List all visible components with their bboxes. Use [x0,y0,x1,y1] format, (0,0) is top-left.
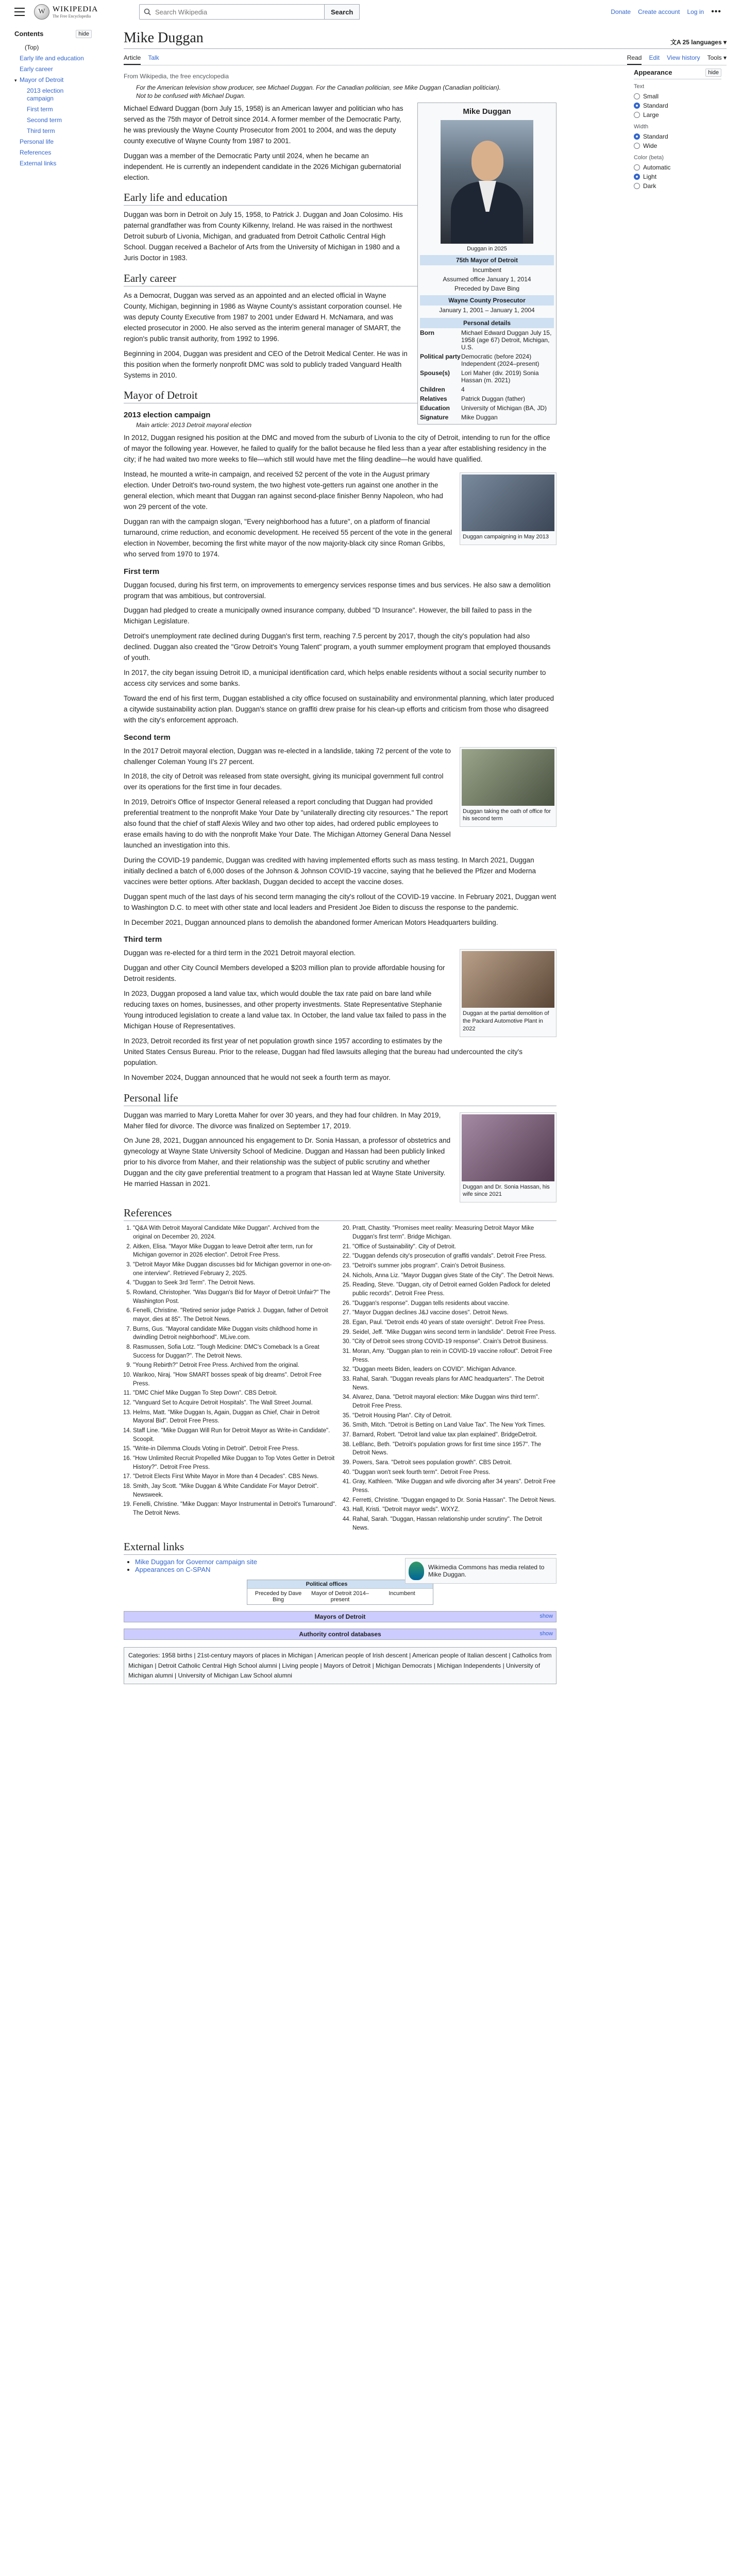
tools-menu[interactable]: Tools ▾ [707,54,727,61]
toc-item-label[interactable]: Early career [20,65,53,73]
reference-item[interactable]: 21. "Office of Sustainability". City of Detroit. [352,1243,556,1251]
reference-item[interactable]: 11. "DMC Chief Mike Duggan To Step Down". CBS Detroit. [133,1389,337,1398]
infobox-value: Patrick Duggan (father) [461,395,526,402]
reference-item[interactable]: 33. Rahal, Sarah. "Duggan reveals plans for AMC headquarters". The Detroit News. [352,1375,556,1392]
figure [460,1112,556,1203]
appearance-title: Appearance [634,69,672,76]
reference-item[interactable]: 36. Smith, Mitch. "Detroit is Betting on Land Value Tax". The New York Times. [352,1421,556,1430]
option-label: Dark [643,182,656,190]
paragraph: Duggan focused, during his first term, on improvements to emergency services response times and bus services. He also saw a demolition program that was ambitious, but controversial. [124,581,551,600]
reference-item[interactable]: 23. "Detroit's summer jobs program". Crain's Detroit Business. [352,1262,556,1270]
infobox-key: Signature [420,414,449,421]
infobox-key: Born [420,329,434,336]
logo-tagline: The Free Encyclopedia [53,13,91,19]
paragraph: Duggan was born in Detroit on July 15, 1958, to Patrick J. Duggan and Joan Colosimo. His paternal grandfather was from County Kilkenny, Ireland. He was raised in the northwest Detroit suburb of Livonia, Michigan, and graduated from Detroit Catholic Central High School. Duggan received a Bachelor of Arts from the University of Michigan in 1980 and a Juris Doctor in 1983. [124,211,403,262]
reference-item[interactable]: 20. Pratt, Chastity. "Promises meet reality: Measuring Detroit Mayor Mike Duggan's first term". Bridge Michigan. [352,1224,556,1241]
tab-article[interactable]: Article [124,52,141,65]
site-sub: From Wikipedia, the free encyclopedia [124,73,229,80]
reference-item[interactable]: 16. "How Unlimited Recruit Propelled Mike Duggan to Top Votes Getter in Detroit History?". Detroit Free Press. [133,1454,337,1471]
reference-item[interactable]: 26. "Duggan's response". Duggan tells residents about vaccine. [352,1299,556,1308]
section-heading: References [124,1207,556,1221]
reference-item[interactable]: 43. Hall, Kristi. "Detroit mayor weds". WXYZ. [352,1505,556,1514]
text-large-option[interactable] [634,110,721,120]
toc-item-label[interactable]: Mayor of Detroit [20,76,64,83]
oath-photo[interactable] [462,749,554,806]
toc-item[interactable] [14,86,92,104]
personal-details-header: Personal details [420,318,554,328]
infobox-value: Michael Edward Duggan July 15, 1958 (age 67) Detroit, Michigan, U.S. [461,329,552,351]
infobox-key: Children [420,386,445,393]
reference-item[interactable]: 22. "Duggan defends city's prosecution of graffiti vandals". Detroit Free Press. [352,1252,556,1261]
paragraph: In 2018, the city of Detroit was released from state oversight, giving its municipal government full control over its operations for the first time in four decades. [124,772,444,791]
width-standard-option[interactable] [634,132,721,141]
appearance-panel [634,69,721,1684]
log-in-link[interactable]: Log in [687,8,704,15]
infobox-row [420,328,554,352]
reference-item[interactable]: 35. "Detroit Housing Plan". City of Detroit. [352,1412,556,1420]
toc-item-label[interactable]: References [20,149,52,156]
reference-item[interactable]: 27. "Mayor Duggan declines J&J vaccine doses". Detroit News. [352,1309,556,1317]
figure [460,747,556,827]
reference-item[interactable]: 15. "Write-in Dilemma Clouds Voting in Detroit". Detroit Free Press. [133,1445,337,1453]
figure-caption: Duggan at the partial demolition of the Packard Automotive Plant in 2022 [463,1010,549,1032]
paragraph: Duggan had pledged to create a municipally owned insurance company, dubbed "D Insurance". However, the bill failed to pass in the Michigan Legislature. [124,606,532,625]
toc-item-label[interactable]: External links [20,160,57,167]
infobox [417,103,556,425]
logo-wordmark: WIKIPEDIA [53,5,98,13]
option-label: Wide [643,142,657,149]
toc-item[interactable] [14,42,92,53]
more-options-icon[interactable]: ••• [711,7,721,16]
color-label: Color (beta) [634,155,664,161]
search-input[interactable] [154,8,311,16]
radio-button[interactable] [634,93,640,99]
main-menu-icon[interactable] [14,8,25,16]
width-label: Width [634,124,649,130]
reference-item[interactable]: 2. Aitken, Elisa. "Mayor Mike Duggan to leave Detroit after term, run for Michigan governor in 2026 election". Detroit Free Press. [133,1243,337,1260]
option-label: Light [643,173,657,180]
commons-logo-icon [409,1562,424,1580]
reference-item[interactable]: 24. Nichols, Anna Liz. "Mayor Duggan gives State of the City". The Detroit News. [352,1272,556,1280]
infobox-row [420,394,554,403]
paragraph: In 2023, Detroit recorded its first year of net population growth since 1957 according to estimates by the United States Census Bureau. Prior to the release, Duggan had filed lawsuits alleging that the bureau had undercounted the city's population. [124,1037,523,1066]
paragraph: Instead, he mounted a write-in campaign, and received 52 percent of the vote in the August primary election. Under Detroit's two-round system, the two highest vote-getters run against one another in the general election, which meant that Duggan ran against second-place finisher Benny Napoleon, who had won 29 percent of the vote. [124,470,443,511]
portrait-image[interactable] [441,120,533,244]
subsection-heading: First term [124,567,160,576]
succession-header: Political offices [247,1580,433,1588]
reference-item[interactable]: 6. Fenelli, Christine. "Retired senior judge Patrick J. Duggan, father of Detroit mayor, dies at 85". The Detroit News. [133,1307,337,1324]
toc-item-label[interactable]: (Top) [25,44,39,51]
infobox-value: 4 [461,386,465,393]
radio-button[interactable] [634,164,640,171]
infobox-row [420,352,554,368]
article-body [124,69,556,1684]
infobox-row [420,403,554,413]
user-links [611,7,721,16]
appearance-hide-button[interactable]: hide [705,69,721,77]
infobox-key: Education [420,404,450,412]
reference-item[interactable]: 30. "City of Detroit sees strong COVID-19 response". Crain's Detroit Business. [352,1337,556,1346]
page-content [124,30,727,1684]
reference-item[interactable]: 7. Burns, Gus. "Mayoral candidate Mike Duggan visits childhood home in dwindling Detroit neighborhood". MLive.com. [133,1325,337,1342]
campaign-photo[interactable] [462,474,554,531]
toc-item[interactable] [14,64,92,75]
section-heading: Early career [124,272,556,286]
reference-item[interactable]: 29. Seidel, Jeff. "Mike Duggan wins second term in landslide". Detroit Free Press. [352,1328,556,1337]
couple-photo[interactable] [462,1114,554,1181]
text-small-option[interactable] [634,92,721,101]
infobox-key: Relatives [420,395,447,402]
language-count: 25 languages [682,39,722,46]
width-wide-option[interactable] [634,141,721,150]
section-heading: Early life and education [124,191,556,206]
reference-item[interactable]: 31. Moran, Amy. "Duggan plan to rein in COVID-19 vaccine rollout". Detroit Free Press. [352,1347,556,1364]
radio-button[interactable] [634,112,640,118]
radio-button[interactable] [634,143,640,149]
radio-button[interactable] [634,133,640,140]
tools-label: Tools [707,54,722,61]
toc-item-label[interactable]: First term [27,106,53,113]
text-standard-option[interactable] [634,101,721,110]
toc-item[interactable] [14,158,92,169]
figure [460,472,556,545]
paragraph: In 2023, Duggan proposed a land value tax, which would double the tax rate paid on bare land while reducing taxes on homes, businesses, and other property investments. State Representative Stephanie Young introduced legislation to create a land value tax. In October, the land value tax failed to pass in the Michigan House of Representatives. [124,990,447,1030]
paragraph: In 2017, the city began issuing Detroit ID, a municipal identification card, which helps enable residents without a social security number to access city services and some banks. [124,669,546,687]
reference-item[interactable]: 42. Ferretti, Christine. "Duggan engaged to Dr. Sonia Hassan". The Detroit News. [352,1496,556,1505]
search-icon [144,8,151,15]
succession-incumbent: Incumbent [371,1588,433,1604]
navbox-title[interactable]: Mayors of Detroit [314,1613,366,1621]
paragraph: On June 28, 2021, Duggan announced his engagement to Dr. Sonia Hassan, a professor of obstetrics and gynecology at Wayne State University School of Medicine. Duggan and Hassan had been publicly linked prior to his divorce from Maher, and their relationship was the subject of public scrutiny and whether Duggan and the city gave preferential treatment to a program that Hassan led at Wayne State University. He married Hassan in 2021. [124,1137,451,1188]
paragraph: In 2019, Detroit's Office of Inspector General released a report concluding that Duggan had provided preferential treatment to the nonprofit Make Your Date by "unilaterally directing city resources." The report also found that the chief of staff Alexis Wiley and two other top aides, had ordered public employees to erase emails having to do with the nonprofit Make Your Date. The Michigan Attorney General Dana Nessel launched an investigation into this. [124,798,451,850]
reference-item[interactable]: 19. Fenelli, Christine. "Mike Duggan: Mayor Instrumental in Detroit's Turnaround". The Detroit News. [133,1500,337,1517]
toc-hide-button[interactable]: hide [76,30,92,38]
search-form [139,4,360,20]
paragraph: As a Democrat, Duggan was served as an appointed and an elected official in Wayne County, Michigan, beginning in 1986 as Wayne County's assistant corporation counsel. He was deputy County Executive from 1987 to 2001 under Edward H. McNamara, and was elected prosecutor in 2000. He also served as the interim general manager of SMART, the region's public transit authority, from 1992 to 1996. [124,292,402,343]
toc-item[interactable] [14,126,92,137]
reference-item[interactable]: 18. Smith, Jay Scott. "Mike Duggan & White Candidate For Mayor Detroit". Newsweek. [133,1482,337,1499]
reference-item[interactable]: 8. Rasmussen, Sofia Lotz. "Tough Medicine: DMC's Comeback Is a Great Success for Duggan?". The Detroit News. [133,1343,337,1360]
reference-item[interactable]: 37. Barnard, Robert. "Detroit land value tax plan explained". BridgeDetroit. [352,1431,556,1439]
figure [460,949,556,1037]
toc-item-label[interactable]: Second term [27,116,62,124]
option-label: Automatic [643,164,671,171]
paragraph: Toward the end of his first term, Duggan established a city office focused on sustainability and environmental planning, which later produced a citywide sustainability action plan. Duggan's stance on graffiti drew praise for his clean-up efforts and criticism from those who disagreed with the city's enforcement approach. [124,694,554,724]
color-dark-option[interactable] [634,181,721,191]
office-title[interactable]: 75th Mayor of Detroit [420,255,554,265]
paragraph: Duggan and other City Council Members developed a $203 million plan to provide affordable housing for Detroit residents. [124,964,445,983]
section-heading: External links [124,1540,556,1555]
reference-item[interactable]: 17. "Detroit Elects First White Mayor in More than 4 Decades". CBS News. [133,1472,337,1481]
translate-icon: 文A [670,39,683,46]
hatnote: For the American television show producer, see Michael Duggan. For the Canadian politician, see Mike Duggan (Canadian politician). [136,84,501,91]
reference-item[interactable]: 5. Rowland, Christopher. "Was Duggan's Bid for Mayor of Detroit Unfair?" The Washington Post. [133,1289,337,1306]
hatnote: Not to be confused with Michael Dugan. [136,92,246,99]
reference-item[interactable]: 4. "Duggan to Seek 3rd Term". The Detroit News. [133,1279,337,1287]
toc-item[interactable] [14,137,92,147]
paragraph: Beginning in 2004, Duggan was president and CEO of the Detroit Medical Center. He was in this position when the formerly nonprofit DMC was sold to publicly traded Vanguard Health Systems in 2010. [124,349,408,379]
table-of-contents [14,30,92,169]
option-label: Large [643,111,659,118]
navbox-show-toggle[interactable]: show [539,1613,553,1620]
language-button[interactable] [670,38,727,46]
reference-item[interactable]: 9. "Young Rebirth?" Detroit Free Press. Archived from the original. [133,1361,337,1370]
infobox-value: Mike Duggan [461,414,498,421]
office-assumed: Assumed office January 1, 2014 [443,276,531,283]
office-term-2: January 1, 2001 – January 1, 2004 [439,307,535,314]
radio-button[interactable] [634,103,640,109]
chevron-down-icon[interactable]: ▾ [14,78,17,83]
external-link[interactable]: Mike Duggan for Governor campaign site [135,1558,258,1566]
reference-item[interactable]: 40. "Duggan won't seek fourth term". Detroit Free Press. [352,1468,556,1477]
toc-item-label[interactable]: Personal life [20,138,54,145]
tab-read[interactable]: Read [627,52,642,65]
toc-title: Contents [14,30,44,38]
reference-item[interactable]: 1. "Q&A With Detroit Mayoral Candidate Mike Duggan". Archived from the original on December 20, 2024. [133,1224,337,1241]
figure-caption: Duggan taking the oath of office for his second term [463,808,551,822]
reference-item[interactable]: 34. Alvarez, Dana. "Detroit mayoral election: Mike Duggan wins third term". Detroit Free Press. [352,1393,556,1410]
infobox-key: Political party [420,353,461,360]
color-automatic-option[interactable] [634,163,721,172]
search-button[interactable]: Search [325,4,360,20]
option-label: Standard [643,133,668,140]
toc-item-label[interactable]: 2013 election campaign [26,87,64,102]
succession-preceded[interactable]: Preceded by Dave Bing [247,1588,309,1604]
toc-item[interactable] [14,115,92,126]
infobox-title: Mike Duggan [463,107,511,116]
lead-paragraph: Michael Edward Duggan (born July 15, 1958) is an American lawyer and politician who has served as the 75th mayor of Detroit since 2014. A former member of the Democratic Party, he was previously the Wayne County Prosecutor from 2001 to 2004, and was the deputy county executive of Wayne County from 1987 to 2001. [124,105,403,145]
infobox-row [420,413,554,422]
paragraph: Duggan was married to Mary Loretta Maher for over 30 years, and they had four children. In May 2019, Maher filed for divorce. The divorce was finalized on September 17, 2019. [124,1111,441,1130]
reference-item[interactable]: 25. Reading, Steve. "Duggan, city of Detroit earned Golden Padlock for deleted public records". Detroit Free Press. [352,1281,556,1298]
option-label: Small [643,93,659,100]
reference-item[interactable]: 39. Powers, Sara. "Detroit sees population growth". CBS Detroit. [352,1459,556,1467]
commons-text[interactable]: Wikimedia Commons has media related to Mike Duggan. [428,1564,545,1579]
infobox-value: Lori Maher (div. 2019) Sonia Hassan (m. 2021) [461,369,539,384]
packard-photo[interactable] [462,951,554,1008]
paragraph: Duggan ran with the campaign slogan, "Every neighborhood has a future", on a platform of financial turnaround, crime reduction, and economic development. He received 55 percent of the vote in the general election in November, becoming the first white mayor of the now majority-black city since Roman Gribbs, who served from 1970 to 1974. [124,517,452,558]
reference-item[interactable]: 28. Egan, Paul. "Detroit ends 40 years of state oversight". Detroit Free Press. [352,1318,556,1327]
option-label: Standard [643,102,668,109]
toc-item[interactable] [14,104,92,115]
infobox-key: Spouse(s) [420,369,450,377]
external-link[interactable]: Appearances on C-SPAN [135,1566,211,1574]
subsection-heading: Second term [124,733,171,742]
reference-item[interactable]: 41. Gray, Kathleen. "Mike Duggan and wife divorcing after 34 years". Detroit Free Press. [352,1478,556,1495]
toc-item-label[interactable]: Third term [27,127,55,134]
commons-box [405,1558,556,1584]
paragraph: In the 2017 Detroit mayoral election, Duggan was re-elected in a landslide, taking 72 percent of the vote to challenger Coleman Young II's 27 percent. [124,747,451,766]
section-heading: Mayor of Detroit [124,389,556,403]
search-field[interactable] [139,4,325,20]
radio-button[interactable] [634,183,640,189]
paragraph: In December 2021, Duggan announced plans to demolish the abandoned former American Motors Headquarters building. [124,918,498,926]
paragraph: Duggan was re-elected for a third term in the 2021 Detroit mayoral election. [124,949,356,957]
portrait-caption: Duggan in 2025 [467,246,507,252]
radio-button[interactable] [634,174,640,180]
navbox-authority [124,1629,556,1640]
toc-item[interactable] [14,53,92,64]
reference-item[interactable]: 12. "Vanguard Set to Acquire Detroit Hospitals". The Wall Street Journal. [133,1399,337,1408]
toc-item[interactable] [14,147,92,158]
paragraph: Duggan spent much of the last days of his second term managing the city's rollout of the COVID-19 vaccine. In February 2021, Duggan went to Washington D.C. to meet with other state and local leaders and President Joe Biden to discuss the response to the pandemic. [124,892,556,911]
wikipedia-logo[interactable] [34,4,98,20]
tab-talk[interactable]: Talk [148,54,159,61]
paragraph: Detroit's unemployment rate declined during Duggan's first term, reaching 7.5 percent by 2017, though the city's population had also declined. Duggan also created the "Grow Detroit's Young Talent" program, a youth summer employment program that employed thousands of youth. [124,632,551,662]
donate-link[interactable]: Donate [611,8,631,15]
office-preceded: Preceded by Dave Bing [454,285,520,292]
category-links[interactable]: Categories: 1958 births | 21st-century mayors of places in Michigan | American people of Irish descent | American people of Italian descent | Catholics from Michigan | Detroit Catholic Central High School alumni | Living people | Mayors of Detroit | Michigan Democrats | Michigan Independents | University of Michigan alumni | University of Michigan Law School alumni [124,1647,556,1684]
lead-paragraph: Duggan was a member of the Democratic Party until 2024, when he became an independent. He is currently an independent candidate in the 2026 Michigan gubernatorial election. [124,151,401,181]
infobox-value: Democratic (before 2024) Independent (2024–present) [461,353,539,367]
chevron-down-icon: ▾ [721,39,727,46]
reference-item[interactable]: 10. Warikoo, Niraj. "How SMART bosses speak of big dreams". Detroit Free Press. [133,1371,337,1388]
toc-item[interactable] [14,75,92,86]
succession-office[interactable]: Mayor of Detroit 2014–present [309,1588,371,1604]
navbox-mayors [124,1611,556,1622]
subsection-heading: 2013 election campaign [124,411,211,420]
office-status: Incumbent [472,266,502,274]
tab-edit[interactable]: Edit [649,54,660,61]
infobox-value: University of Michigan (BA, JD) [461,404,547,412]
subsection-heading: Third term [124,935,162,944]
tab-view-history[interactable]: View history [667,54,700,61]
infobox-row [420,368,554,385]
reference-item[interactable]: 14. Staff Line. "Mike Duggan Will Run for Detroit Mayor as Write-in Candidate". Scoopit. [133,1427,337,1444]
reference-item[interactable]: 38. LeBlanc, Beth. "Detroit's population grows for first time since 1957". The Detroit News. [352,1440,556,1458]
paragraph: In November 2024, Duggan announced that he would not seek a fourth term as mayor. [124,1073,391,1081]
text-size-label: Text [634,83,645,90]
main-article-note[interactable]: Main article: 2013 Detroit mayoral election [136,421,252,429]
color-light-option[interactable] [634,172,721,181]
navbox-title[interactable]: Authority control databases [299,1631,381,1638]
create-account-link[interactable]: Create account [638,8,680,15]
puzzle-globe-icon: W [34,4,49,20]
paragraph: In 2012, Duggan resigned his position at the DMC and moved from the suburb of Livonia to the city of Detroit, intending to run for the office of mayor the following year. However, he failed to qualify for the ballot because he filed less than a year after establishing residency in the city; if he had waited two more weeks to file—which still would have met the filing deadline—he would have qualified. [124,434,550,464]
reference-item[interactable]: 13. Helms, Matt. "Mike Duggan Is, Again, Duggan as Chief, Chair in Detroit Mayoral Bid". Detroit Free Press. [133,1409,337,1426]
toc-item-label[interactable]: Early life and education [20,55,84,62]
reference-item[interactable]: 32. "Duggan meets Biden, leaders on COVID". Michigan Advance. [352,1365,556,1374]
paragraph: During the COVID-19 pandemic, Duggan was credited with having implemented efforts such as mass testing. In March 2021, Duggan initially declined a batch of 6,000 doses of the Johnson & Johnson COVID-19 vaccine, saying that he believed the Pfizer and Moderna vaccines were better options. After backlash, Duggan decided to accept the vaccine doses. [124,856,536,886]
infobox-row [420,385,554,394]
office-title-2[interactable]: Wayne County Prosecutor [420,295,554,306]
section-heading: Personal life [124,1092,556,1106]
site-header [0,0,742,24]
navbox-show-toggle[interactable]: show [539,1631,553,1637]
reference-item[interactable]: 3. "Detroit Mayor Mike Duggan discusses bid for Michigan governor in one-on-one interview". Retrieved February 2, 2025. [133,1261,337,1278]
figure-caption: Duggan campaigning in May 2013 [463,534,549,540]
reference-item[interactable]: 44. Rahal, Sarah. "Duggan, Hassan relationship under scrutiny". The Detroit News. [352,1515,556,1532]
reference-list [124,1224,556,1532]
figure-caption: Duggan and Dr. Sonia Hassan, his wife since 2021 [463,1183,550,1198]
page-title: Mike Duggan [124,30,204,46]
